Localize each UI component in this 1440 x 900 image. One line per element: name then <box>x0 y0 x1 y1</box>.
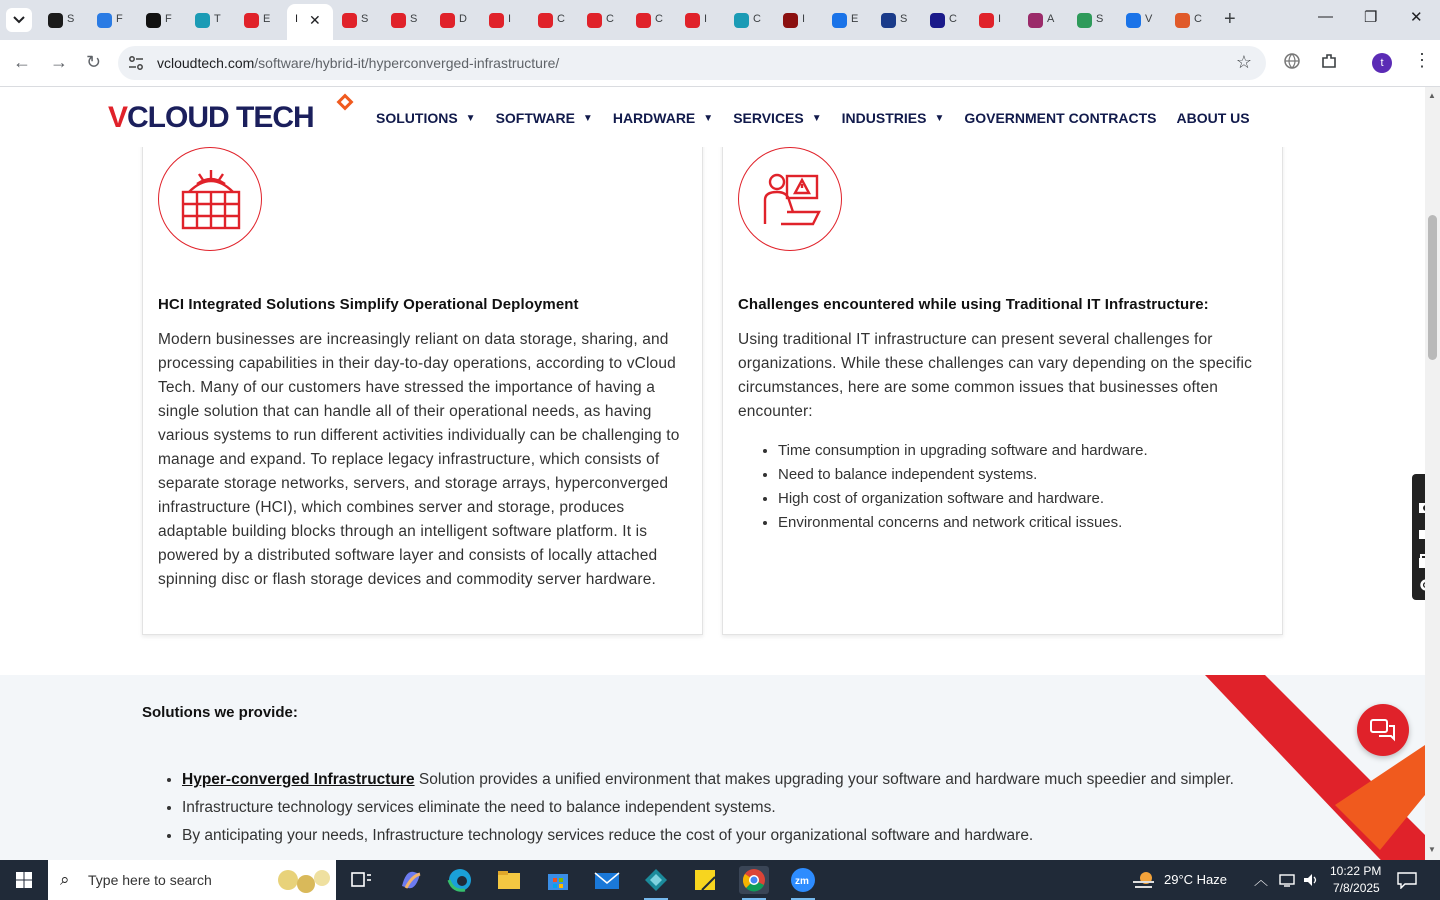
tab-favicon-icon <box>1077 13 1092 28</box>
caret-down-icon: ▼ <box>703 112 714 124</box>
tab-title: S <box>361 13 369 25</box>
browser-tab[interactable] <box>875 8 919 32</box>
tab-title: S <box>410 13 418 25</box>
tab-title: A <box>1047 13 1055 25</box>
tab-title: E <box>263 13 271 25</box>
tab-favicon-icon <box>636 13 651 28</box>
tab-favicon-icon <box>97 13 112 28</box>
windows-taskbar <box>0 860 1440 900</box>
tab-title: C <box>753 13 761 25</box>
tab-title: F <box>165 13 172 25</box>
mail-icon[interactable] <box>592 866 622 894</box>
chevron-down-icon <box>13 16 25 24</box>
tab-favicon-icon <box>734 13 749 28</box>
browser-tab[interactable] <box>385 8 429 32</box>
tab-title: V <box>1145 13 1153 25</box>
tab-favicon-icon <box>1028 13 1043 28</box>
chrome-icon[interactable] <box>739 866 769 894</box>
page-viewport <box>0 87 1425 860</box>
copilot-icon[interactable] <box>396 866 426 894</box>
nav-item[interactable] <box>733 110 821 126</box>
minimize-button[interactable]: — <box>1318 8 1333 25</box>
browser-tab[interactable] <box>581 8 625 32</box>
browser-tab[interactable] <box>679 8 723 32</box>
back-icon[interactable]: ← <box>13 52 31 72</box>
hci-card-title: HCI Integrated Solutions Simplify Operational Deployment <box>158 296 579 313</box>
nav-item-label: SOLUTIONS <box>376 110 458 126</box>
browser-tab[interactable] <box>1120 8 1164 32</box>
tab-title: C <box>557 13 565 25</box>
taskbar-search-box[interactable] <box>48 860 336 900</box>
tab-favicon-icon <box>195 13 210 28</box>
tab-favicon-icon <box>391 13 406 28</box>
translate-icon[interactable] <box>1283 52 1301 70</box>
url-text[interactable] <box>157 55 559 71</box>
tab-title: F <box>116 13 123 25</box>
browser-toolbar <box>0 40 1440 87</box>
weather-text[interactable]: 29°C Haze <box>1164 872 1228 887</box>
browser-tab[interactable] <box>728 8 772 32</box>
challenges-card <box>722 107 1283 635</box>
tab-favicon-icon <box>1175 13 1190 28</box>
tab-favicon-icon <box>832 13 847 28</box>
start-button[interactable] <box>0 860 48 900</box>
clock-time[interactable]: 10:22 PM <box>1330 864 1382 878</box>
windows-logo-icon <box>0 860 48 900</box>
site-info-icon[interactable] <box>127 54 145 72</box>
chat-widget-button[interactable] <box>1357 704 1409 756</box>
browser-tab[interactable] <box>532 8 576 32</box>
tab-title: I <box>998 13 1002 25</box>
tab-favicon-icon <box>244 13 259 28</box>
solutions-title: Solutions we provide: <box>142 704 298 721</box>
tab-title: D <box>459 13 467 25</box>
tab-title: S <box>1096 13 1104 25</box>
search-icon: ⌕ <box>60 870 70 889</box>
tab-title: C <box>1194 13 1202 25</box>
sticky-notes-icon[interactable] <box>690 866 720 894</box>
caret-down-icon: ▼ <box>465 112 476 124</box>
nav-item-label: INDUSTRIES <box>841 110 927 126</box>
browser-tab[interactable] <box>42 8 86 32</box>
tab-favicon-icon <box>146 13 161 28</box>
task-view-icon[interactable] <box>346 866 376 894</box>
svg-text:zm: zm <box>795 876 809 887</box>
nav-item-label: HARDWARE <box>612 110 696 126</box>
address-bar[interactable] <box>118 46 1266 80</box>
vcloud-tech-logo[interactable] <box>108 101 314 135</box>
tab-favicon-icon <box>440 13 455 28</box>
tab-close-icon[interactable]: ✕ <box>309 12 321 28</box>
logo-text: CLOUD TECH <box>127 101 314 134</box>
tab-title: T <box>214 13 221 25</box>
tab-title: I <box>508 13 512 25</box>
tab-title: I <box>704 13 708 25</box>
browser-tab[interactable] <box>1169 8 1213 32</box>
restore-button[interactable]: ❐ <box>1364 9 1378 26</box>
bookmark-star-icon[interactable]: ☆ <box>1235 52 1252 72</box>
tab-favicon-icon <box>587 13 602 28</box>
network-icon[interactable] <box>1278 872 1296 888</box>
tab-title: C <box>606 13 614 25</box>
list-item: • Environmental concerns and network critical issues. <box>778 511 1258 535</box>
solution-item-text: Solution provides a unified environment that makes upgrading your software and hardware much speedier and simpler. <box>414 771 1234 788</box>
nav-item-label: GOVERNMENT CONTRACTS <box>964 110 1157 126</box>
file-explorer-icon[interactable] <box>494 866 524 894</box>
main-nav <box>376 110 1270 126</box>
warning-person-icon <box>738 147 842 251</box>
microsoft-store-icon[interactable] <box>543 866 573 894</box>
nav-item[interactable] <box>613 110 713 126</box>
chevron-up-icon[interactable]: ︿ <box>1254 872 1268 888</box>
clock-date[interactable]: 7/8/2025 <box>1333 881 1380 895</box>
tab-favicon-icon <box>881 13 896 28</box>
volume-icon[interactable] <box>1302 872 1320 888</box>
browser-menu-icon[interactable]: ⋮ <box>1413 50 1431 70</box>
browser-tab[interactable] <box>1022 8 1066 32</box>
browser-tab[interactable] <box>91 8 135 32</box>
datacenter-building-icon <box>158 147 262 251</box>
search-placeholder: Type here to search <box>88 872 212 888</box>
scroll-up-icon[interactable]: ▲ <box>1428 91 1436 100</box>
nav-item[interactable] <box>842 110 945 126</box>
tab-favicon-icon <box>342 13 357 28</box>
challenges-list <box>778 439 1258 535</box>
browser-tab[interactable] <box>287 4 333 40</box>
tab-title: C <box>949 13 957 25</box>
hci-link[interactable]: Hyper-converged Infrastructure <box>182 771 415 788</box>
browser-tab[interactable] <box>189 8 233 32</box>
tab-title: E <box>851 13 859 25</box>
url-host: vcloudtech.com <box>157 55 255 71</box>
nav-item-label: SERVICES <box>733 110 804 126</box>
tab-favicon-icon <box>1126 13 1141 28</box>
new-tab-button[interactable]: + <box>1224 8 1236 30</box>
solutions-section <box>0 675 1425 860</box>
logo-diamond-icon <box>334 91 356 113</box>
solutions-list <box>182 766 1272 850</box>
tab-title: S <box>67 13 75 25</box>
scroll-down-icon[interactable]: ▼ <box>1428 845 1436 854</box>
logo-v: V <box>108 101 128 134</box>
tab-title: I <box>802 13 806 25</box>
tab-favicon-icon <box>930 13 945 28</box>
search-highlight-image <box>268 864 334 896</box>
nav-item-label: SOFTWARE <box>495 110 575 126</box>
app-diamond-icon[interactable] <box>641 866 671 894</box>
tab-favicon-icon <box>979 13 994 28</box>
nav-item[interactable] <box>1176 110 1249 126</box>
list-item: • Time consumption in upgrading software and hardware. <box>778 439 1258 463</box>
browser-tab[interactable] <box>630 8 674 32</box>
browser-tab[interactable] <box>1071 8 1115 32</box>
zoom-icon[interactable] <box>788 866 818 894</box>
chat-icon <box>1370 718 1396 742</box>
profile-avatar[interactable]: t <box>1372 53 1392 73</box>
list-item: • By anticipating your needs, Infrastructure technology services reduce the cost of your organizational software and hardware. <box>182 822 1272 850</box>
tab-favicon-icon <box>783 13 798 28</box>
extensions-icon[interactable] <box>1320 52 1338 70</box>
list-item: • Need to balance independent systems. <box>778 463 1258 487</box>
hci-card <box>142 107 703 635</box>
browser-tab[interactable] <box>483 8 527 32</box>
browser-tab[interactable] <box>434 8 478 32</box>
challenges-card-body: Using traditional IT infrastructure can present several challenges for organizations. While these challenges can vary depending on the specific circumstances, here are some common issues that businesses often encounter: <box>738 331 1252 420</box>
notification-icon[interactable] <box>1396 871 1418 889</box>
url-path: /software/hybrid-it/hyperconverged-infrastructure/ <box>254 55 560 71</box>
scroll-thumb[interactable] <box>1428 215 1437 360</box>
list-item: • High cost of organization software and hardware. <box>778 487 1258 511</box>
tab-favicon-icon <box>489 13 504 28</box>
hci-card-body: Modern businesses are increasingly reliant on data storage, sharing, and processing capabilities in their day-to-day operations, according to vCloud Tech. Many of our customers have stressed the importance of having a single solution that can handle all of their operational needs, as having various systems to run different activities individually can be challenging to manage and expand. To replace legacy infrastructure, which consists of separate storage networks, servers, and storage arrays, hyperconverged infrastructure (HCI), which combines server and storage, produces adaptable building blocks through an intelligent software platform. It is powered by a distributed software layer and consists of locally attached spinning disc or flash storage devices and commodity server hardware. <box>158 331 680 588</box>
nav-item-label: ABOUT US <box>1176 110 1250 126</box>
browser-tab[interactable] <box>777 8 821 32</box>
browser-tab[interactable] <box>924 8 968 32</box>
nav-item[interactable] <box>376 110 476 126</box>
close-window-button[interactable]: ✕ <box>1410 9 1423 26</box>
page-scrollbar[interactable] <box>1425 87 1440 860</box>
tab-favicon-icon <box>685 13 700 28</box>
challenges-card-title: Challenges encountered while using Traditional IT Infrastructure: <box>738 296 1209 313</box>
browser-tab[interactable] <box>238 8 282 32</box>
list-item: • Infrastructure technology services eliminate the need to balance independent systems. <box>182 794 1272 822</box>
reload-icon[interactable]: ↻ <box>86 52 102 72</box>
site-header <box>0 87 1425 147</box>
browser-tab-strip <box>0 0 1440 40</box>
caret-down-icon: ▼ <box>582 112 593 124</box>
tab-title: I <box>295 13 299 25</box>
caret-down-icon: ▼ <box>934 112 945 124</box>
browser-tab[interactable] <box>826 8 870 32</box>
nav-item[interactable] <box>964 110 1156 126</box>
tab-favicon-icon <box>538 13 553 28</box>
tab-favicon-icon <box>48 13 63 28</box>
weather-haze-icon <box>1130 868 1158 892</box>
browser-tab[interactable] <box>973 8 1017 32</box>
list-item <box>182 766 1272 794</box>
edge-icon[interactable] <box>445 866 475 894</box>
tab-search-button[interactable] <box>6 8 32 32</box>
forward-icon[interactable]: → <box>50 52 68 72</box>
tab-title: C <box>655 13 663 25</box>
browser-tab[interactable] <box>336 8 380 32</box>
browser-tab[interactable] <box>140 8 184 32</box>
caret-down-icon: ▼ <box>811 112 822 124</box>
tab-title: S <box>900 13 908 25</box>
nav-item[interactable] <box>496 110 593 126</box>
